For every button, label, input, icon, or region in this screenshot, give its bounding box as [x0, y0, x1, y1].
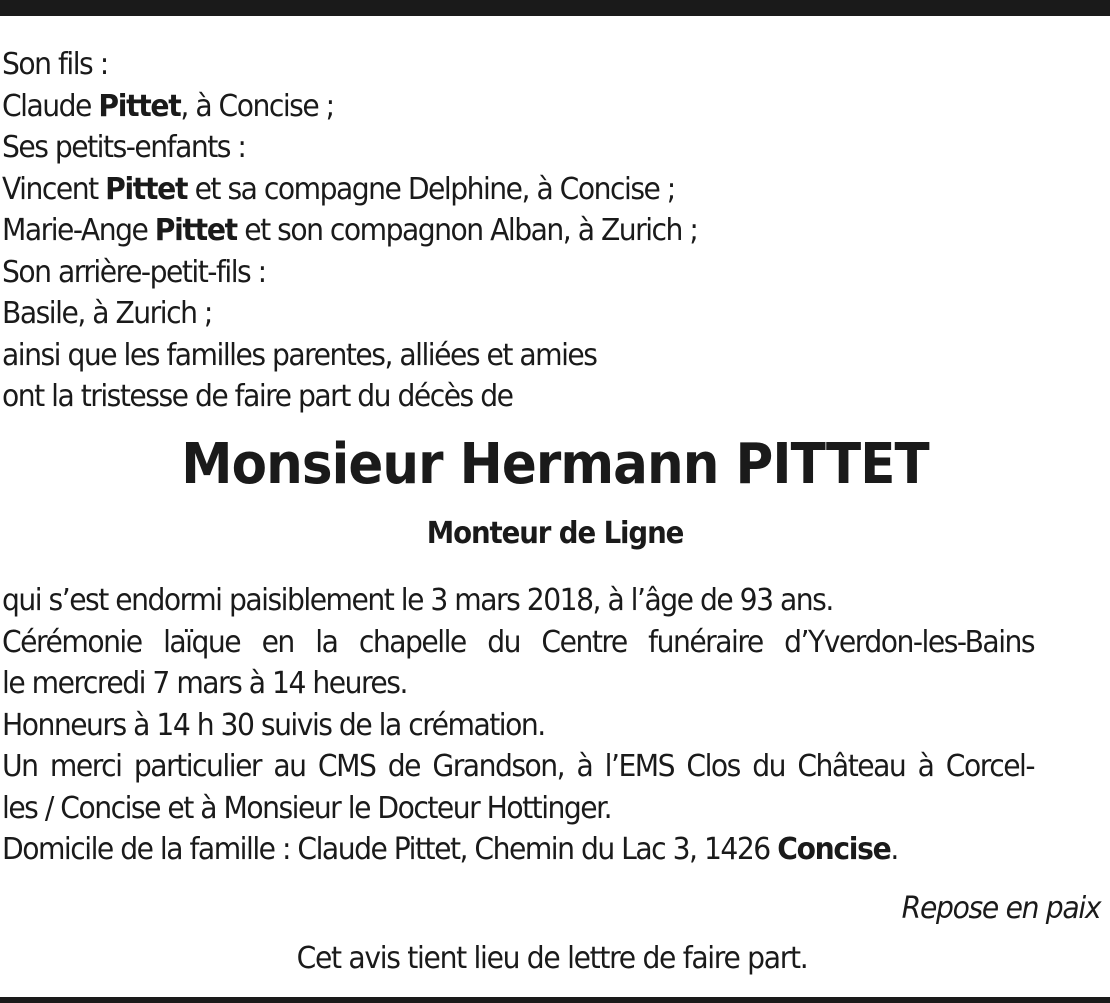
great-grandson-heading: Son arrière-petit-fils : — [2, 254, 266, 290]
deceased-name: Monsieur Hermann PITTET — [181, 432, 929, 497]
word: Cérémonie — [2, 624, 142, 660]
word: chapelle — [358, 624, 466, 660]
word: en — [261, 624, 294, 660]
word: merci — [49, 749, 122, 784]
repose-en-paix: Repose en paix — [901, 891, 1100, 926]
announcement-line: ont la tristesse de faire part du décès de — [2, 379, 513, 414]
notice-line: Cet avis tient lieu de lettre de faire part. — [296, 941, 808, 976]
word: à — [576, 749, 593, 784]
word: du — [752, 749, 785, 784]
word: Clos — [686, 749, 740, 784]
grandchild-2-surname: Pittet — [154, 213, 237, 248]
domicile-town: Concise — [777, 832, 891, 867]
death-line: qui s’est endormi paisiblement le 3 mars 2018, à l’âge de 93 ans. — [2, 583, 833, 618]
word: Grandson, — [432, 749, 565, 784]
ceremony-line-1 — [2, 622, 1036, 664]
bottom-rule — [0, 997, 1110, 1003]
grandchild-line-1: Vincent Pittet et sa compagne Delphine, à Concise ; — [2, 171, 675, 207]
word: d’Yverdon-les-Bains — [784, 624, 1035, 660]
grandchild-1-surname: Pittet — [105, 171, 188, 207]
word: au — [273, 749, 306, 784]
word: à — [917, 749, 934, 784]
word: l’EMS — [604, 749, 674, 784]
word: Château — [797, 749, 906, 784]
word: funéraire — [648, 624, 763, 660]
word: laïque — [163, 624, 241, 660]
ceremony-words — [2, 622, 1034, 664]
word: Un — [2, 749, 38, 784]
honours-line: Honneurs à 14 h 30 suivis de la crémation. — [2, 707, 545, 743]
great-grandson-line: Basile, à Zurich ; — [2, 296, 212, 331]
grandchild-line-2: Marie-Ange Pittet et son compagnon Alban, à Zurich ; — [2, 213, 698, 248]
ceremony-line-2: le mercredi 7 mars à 14 heures. — [2, 666, 407, 701]
grandchildren-heading: Ses petits-enfants : — [2, 130, 246, 165]
domicile-line: Domicile de la famille : Claude Pittet, Chemin du Lac 3, 1426 Concise. — [2, 832, 898, 867]
son-heading: Son fils : — [2, 47, 108, 82]
families-line: ainsi que les familles parentes, alliées et amies — [2, 337, 597, 373]
details-block — [2, 580, 1102, 871]
word: particulier — [133, 749, 262, 784]
word: la — [315, 624, 338, 660]
thanks-words — [2, 746, 1034, 788]
thanks-line-2: les / Concise et à Monsieur le Docteur Hottinger. — [2, 790, 612, 826]
word: de — [387, 749, 420, 784]
word: Corcel- — [945, 749, 1035, 784]
word: CMS — [317, 749, 376, 784]
deceased-profession: Monteur de Ligne — [426, 516, 684, 551]
word: Centre — [541, 624, 627, 660]
family-list — [2, 44, 1102, 418]
thanks-line-1 — [2, 746, 1036, 788]
word: du — [487, 624, 520, 660]
top-rule — [0, 0, 1110, 16]
son-line: Claude Pittet, à Concise ; — [2, 88, 334, 124]
son-surname: Pittet — [98, 88, 181, 124]
